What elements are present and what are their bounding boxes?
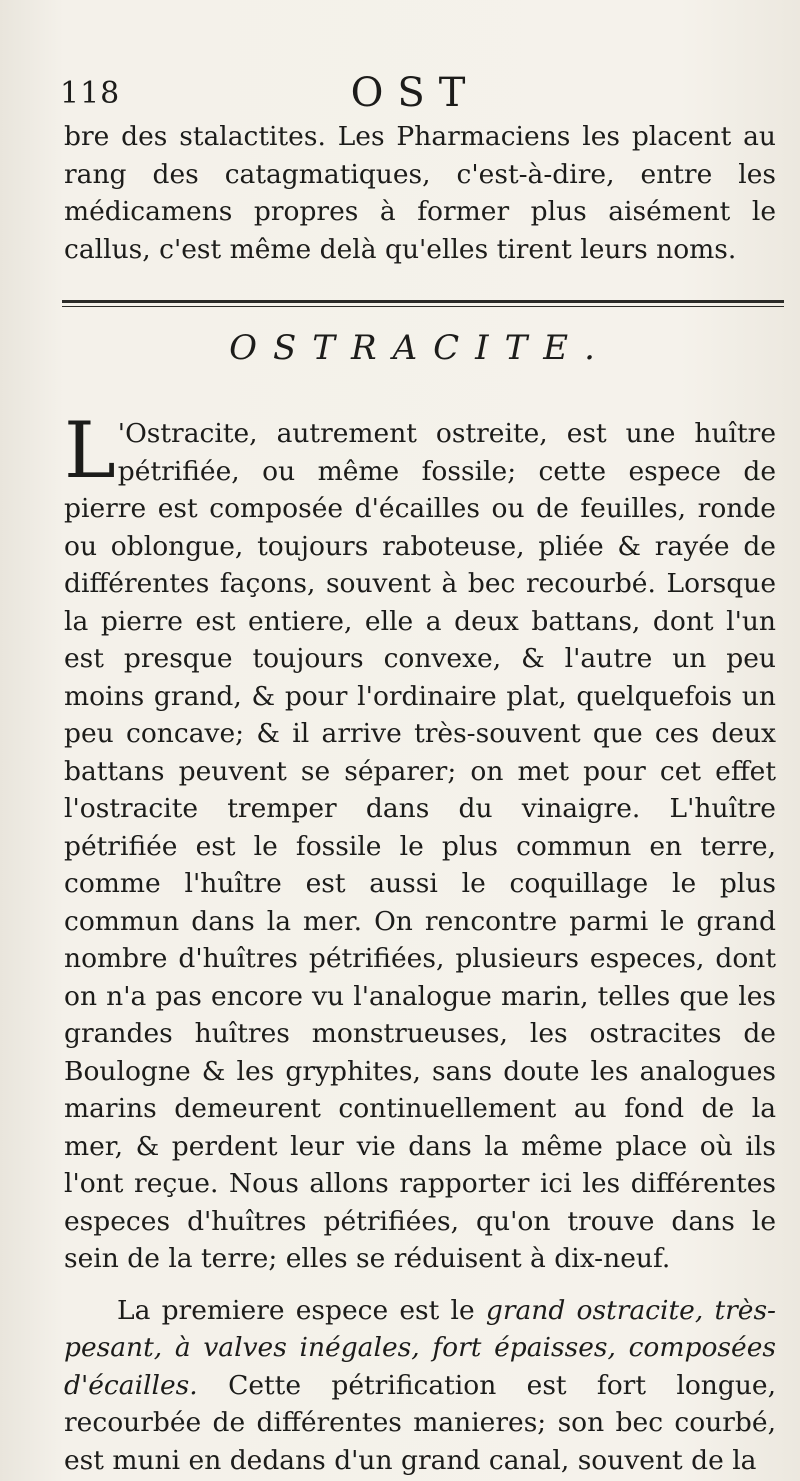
continuation-paragraph (64, 118, 776, 268)
paragraph-2-rest: Cette pétrification est fort longue, recourbée de différentes manieres; son bec courbé, est muni en dedans d'un grand canal, souvent de la (64, 1369, 776, 1476)
paragraph-1-text: 'Ostracite, autrement ostreite, est une huître pétrifiée, ou même fossile; cette espece de pierre est composée d'écailles ou de feuilles, ronde ou oblongue, toujours raboteuse, pliée & rayée de différentes façons, souvent à bec recourbé. Lorsque la pierre est entiere, elle a deux battans, dont l'un est presque toujours convexe, & l'autre un peu moins grand, & pour l'ordinaire plat, quelquefois un peu concave; & il arrive très-souvent que ces deux battans peuvent se séparer; on met pour cet effet l'ostracite tremper dans du vinaigre. L'huître pétrifiée est le fossile le plus commun en terre, comme l'huître est aussi le coquillage le plus commun dans la mer. On rencontre parmi le grand nombre d'huîtres pétrifiées, plusieurs especes, dont on n'a pas encore vu l'analogue marin, telles que les grandes huîtres monstrueuses, les ostracites de Boulogne & les gryphites, sans doute les analogues marins demeurent continuellement au fond de la mer, & perdent leur vie dans la même place où ils l'ont reçue. Nous allons rapporter ici les différentes especes d'huîtres pétrifiées, qu'on trouve dans le sein de la terre; elles se réduisent à dix-neuf. (64, 418, 776, 1274)
article-body (64, 406, 776, 1479)
section-title: OSTRACITE. (229, 328, 611, 368)
section-rule (62, 300, 784, 307)
paragraph-2-italic: grand ostracite, très-pesant, à valves inégales, fort épaisses, composées d'écailles. (64, 1294, 776, 1401)
paragraph-1 (64, 406, 776, 1278)
continuation-text: bre des stalactites. Les Pharmaciens les placent au rang des catagmatiques, c'est-à-dire, entre les médicamens propres à former plus aisément le callus, c'est même delà qu'elles tirent leurs noms. (64, 121, 776, 265)
paragraph-2-intro: La premiere espece est le (117, 1294, 486, 1326)
drop-cap: L (64, 406, 116, 496)
page-number: 118 (60, 76, 121, 111)
running-head: OST (350, 70, 480, 116)
paragraph-2 (64, 1292, 776, 1480)
